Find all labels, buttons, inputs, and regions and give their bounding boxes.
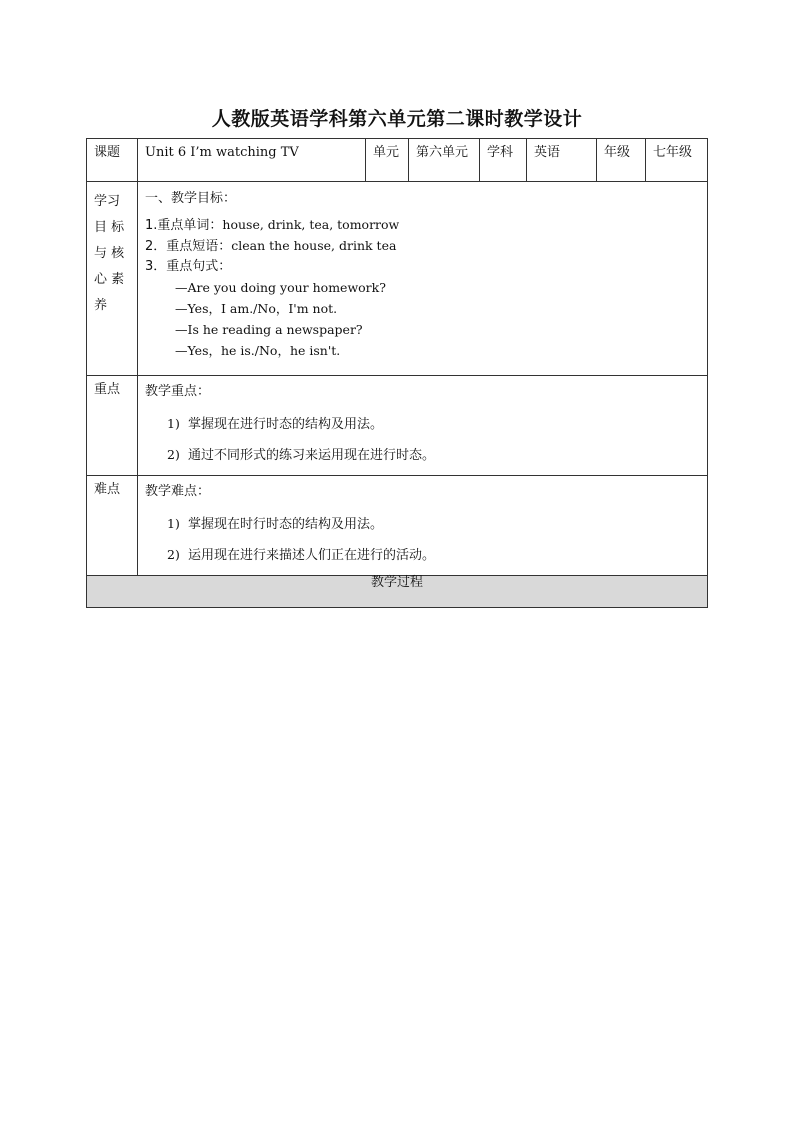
goals-item-phrases — [145, 235, 707, 256]
lesson-plan-table — [86, 138, 708, 608]
document-title: 人教版英语学科第六单元第二课时教学设计 — [211, 108, 583, 130]
goals-item-phrases-prefix: 2．重点短语： — [145, 239, 232, 254]
subject-label: 学科 — [487, 145, 514, 160]
goals-item-words — [145, 214, 707, 235]
goals-label-line: 心 素 — [94, 272, 125, 287]
difficulty-number: 1) — [167, 516, 180, 531]
key-points-heading: 教学重点： — [145, 384, 211, 399]
goals-heading: 一、教学目标： — [145, 191, 237, 206]
key-point-text: 通过不同形式的练习来运用现在进行时态。 — [188, 448, 436, 463]
difficulties-label: 难点 — [94, 482, 121, 497]
key-point-number: 1) — [167, 416, 180, 431]
unit-label: 单元 — [373, 145, 400, 160]
grade-value: 七年级 — [653, 145, 693, 160]
goals-label-line: 目 标 — [94, 220, 125, 235]
key-points-content-cell — [138, 376, 708, 476]
unit-value-cell — [409, 139, 480, 182]
goals-label-line: 与 核 — [94, 246, 125, 261]
key-points-label-cell — [87, 376, 138, 476]
sentence-line: —Yes，he is./No，he isn't. — [175, 343, 341, 358]
difficulties-content-cell — [138, 476, 708, 576]
difficulty-text: 掌握现在时行时态的结构及用法。 — [188, 517, 384, 532]
goals-label — [87, 182, 137, 319]
sentence-line: —Is he reading a newspaper? — [175, 322, 363, 337]
process-cell — [87, 576, 708, 608]
process-label: 教学过程 — [370, 575, 423, 590]
goals-item-sentences: 3．重点句式： — [145, 259, 232, 274]
sentence-line: —Yes，I am./No，I'm not. — [175, 301, 338, 316]
subject-value-cell — [527, 139, 597, 182]
difficulties-label-cell — [87, 476, 138, 576]
key-point-item — [145, 444, 707, 475]
topic-value-cell — [138, 139, 366, 182]
subject-value: 英语 — [534, 145, 561, 160]
subject-label-cell — [480, 139, 527, 182]
key-point-item — [145, 413, 707, 444]
goals-label-line: 学习 — [94, 194, 121, 209]
difficulty-item — [145, 544, 707, 575]
grade-value-cell — [646, 139, 708, 182]
key-points-label: 重点 — [94, 382, 121, 397]
key-points-content — [138, 376, 707, 475]
grade-label: 年级 — [604, 145, 631, 160]
key-point-text: 掌握现在进行时态的结构及用法。 — [188, 417, 384, 432]
unit-label-cell — [366, 139, 409, 182]
difficulties-heading: 教学难点： — [145, 484, 211, 499]
difficulty-item — [145, 513, 707, 544]
difficulty-text: 运用现在进行来描述人们正在进行的活动。 — [188, 548, 436, 563]
key-points-row — [87, 376, 708, 476]
key-point-number: 2) — [167, 447, 180, 462]
difficulty-number: 2) — [167, 547, 180, 562]
goals-content — [138, 182, 707, 361]
header-row — [87, 139, 708, 182]
process-row — [87, 576, 708, 608]
topic-value: Unit 6 I’m watching TV — [145, 145, 299, 160]
sentence-line: —Are you doing your homework? — [175, 280, 386, 295]
grade-label-cell — [597, 139, 646, 182]
goals-row — [87, 182, 708, 376]
goals-item-phrases-text: clean the house, drink tea — [231, 238, 397, 253]
goals-item-words-text: house, drink, tea, tomorrow — [222, 217, 400, 232]
goals-item-words-prefix: 1.重点单词： — [145, 218, 223, 233]
goals-content-cell — [138, 182, 708, 376]
goals-label-line: 养 — [94, 298, 108, 313]
difficulties-content — [138, 476, 707, 575]
topic-label: 课题 — [94, 145, 121, 160]
unit-value: 第六单元 — [416, 145, 469, 160]
topic-label-cell — [87, 139, 138, 182]
goals-label-cell — [87, 182, 138, 376]
difficulties-row — [87, 476, 708, 576]
